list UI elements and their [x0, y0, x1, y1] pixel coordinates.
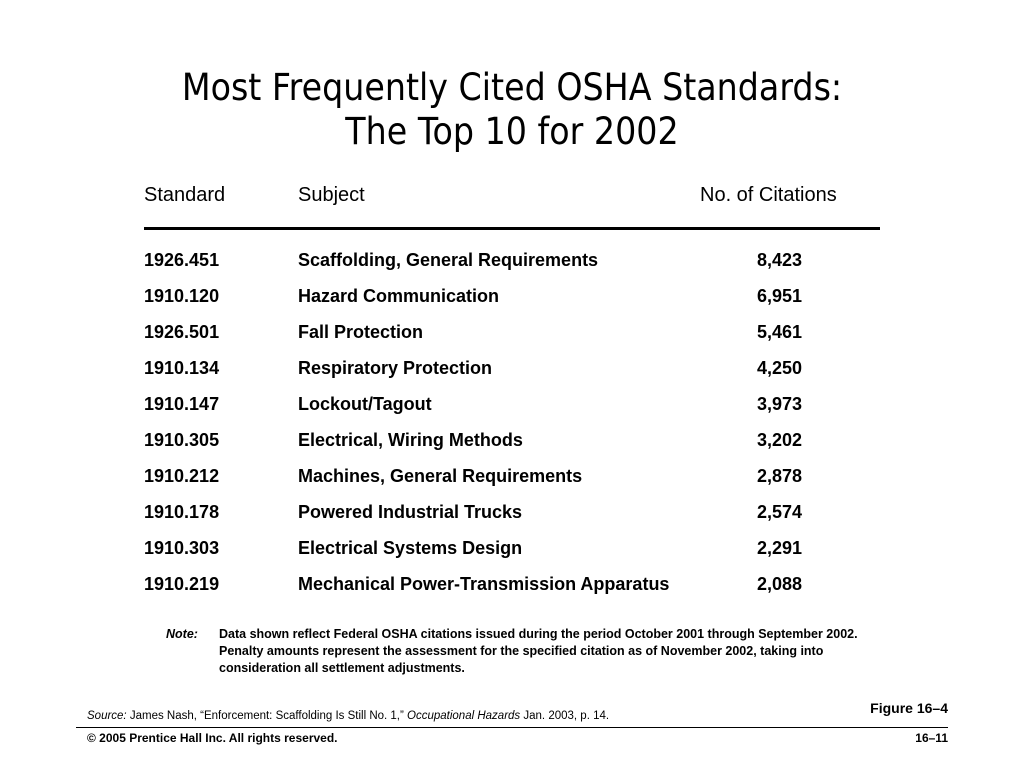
cell-standard: 1910.212	[144, 466, 220, 486]
table-row	[144, 466, 880, 502]
cell-subject: Hazard Communication	[298, 286, 500, 306]
cell-standard: 1910.178	[144, 502, 220, 522]
cell-subject: Lockout/Tagout	[298, 394, 432, 414]
cell-citations: 3,202	[757, 430, 803, 450]
footer-divider	[76, 727, 948, 728]
header-divider	[144, 227, 880, 230]
table-body	[144, 250, 880, 610]
cell-standard: 1926.451	[144, 250, 220, 270]
source-publication: Occupational Hazards	[407, 710, 521, 722]
page-number: 16–11	[915, 731, 948, 745]
cell-subject: Fall Protection	[298, 322, 424, 342]
title-line-2: The Top 10 for 2002	[345, 110, 679, 153]
cell-citations: 2,291	[757, 538, 803, 558]
header-subject: Subject	[298, 184, 365, 206]
copyright-notice: © 2005 Prentice Hall Inc. All rights reserved.	[87, 731, 338, 745]
cell-citations: 2,878	[757, 466, 803, 486]
cell-subject: Electrical Systems Design	[298, 538, 523, 558]
cell-citations: 3,973	[757, 394, 803, 414]
cell-citations: 4,250	[757, 358, 803, 378]
cell-citations: 8,423	[757, 250, 803, 270]
cell-subject: Electrical, Wiring Methods	[298, 430, 523, 450]
figure-label: Figure 16–4	[870, 700, 948, 716]
header-citations: No. of Citations	[700, 184, 837, 206]
table-row	[144, 502, 880, 538]
cell-subject: Respiratory Protection	[298, 358, 493, 378]
table-row	[144, 286, 880, 322]
cell-standard: 1910.134	[144, 358, 220, 378]
cell-citations: 2,574	[757, 502, 803, 522]
cell-standard: 1910.147	[144, 394, 220, 414]
cell-standard: 1910.219	[144, 574, 220, 594]
table-row	[144, 538, 880, 574]
slide-title	[51, 66, 973, 154]
cell-citations: 5,461	[757, 322, 803, 342]
table-row	[144, 250, 880, 286]
title-line-1: Most Frequently Cited OSHA Standards:	[181, 66, 843, 109]
source-date-page: Jan. 2003, p. 14.	[523, 710, 610, 722]
source-citation	[87, 710, 609, 722]
cell-standard: 1926.501	[144, 322, 220, 342]
table-row	[144, 574, 880, 610]
table-row	[144, 322, 880, 358]
cell-subject: Powered Industrial Trucks	[298, 502, 523, 522]
header-standard: Standard	[144, 184, 226, 206]
note-label: Note:	[166, 627, 198, 641]
cell-subject: Mechanical Power-Transmission Apparatus	[298, 574, 670, 594]
source-label: Source:	[87, 710, 127, 722]
cell-subject: Machines, General Requirements	[298, 466, 583, 486]
table-row	[144, 394, 880, 430]
cell-citations: 6,951	[757, 286, 803, 306]
cell-citations: 2,088	[757, 574, 803, 594]
cell-standard: 1910.120	[144, 286, 220, 306]
cell-subject: Scaffolding, General Requirements	[298, 250, 599, 270]
table-row	[144, 430, 880, 466]
note-text: Data shown reflect Federal OSHA citations issued during the period October 2001 through September 2002. Penalty amounts represent the assessment for the specified citation as of November 2002, taking into consideration all settlement adjustments.	[219, 627, 858, 675]
table-row	[144, 358, 880, 394]
source-author-title: James Nash, “Enforcement: Scaffolding Is Still No. 1,”	[129, 710, 404, 722]
cell-standard: 1910.303	[144, 538, 220, 558]
cell-standard: 1910.305	[144, 430, 220, 450]
